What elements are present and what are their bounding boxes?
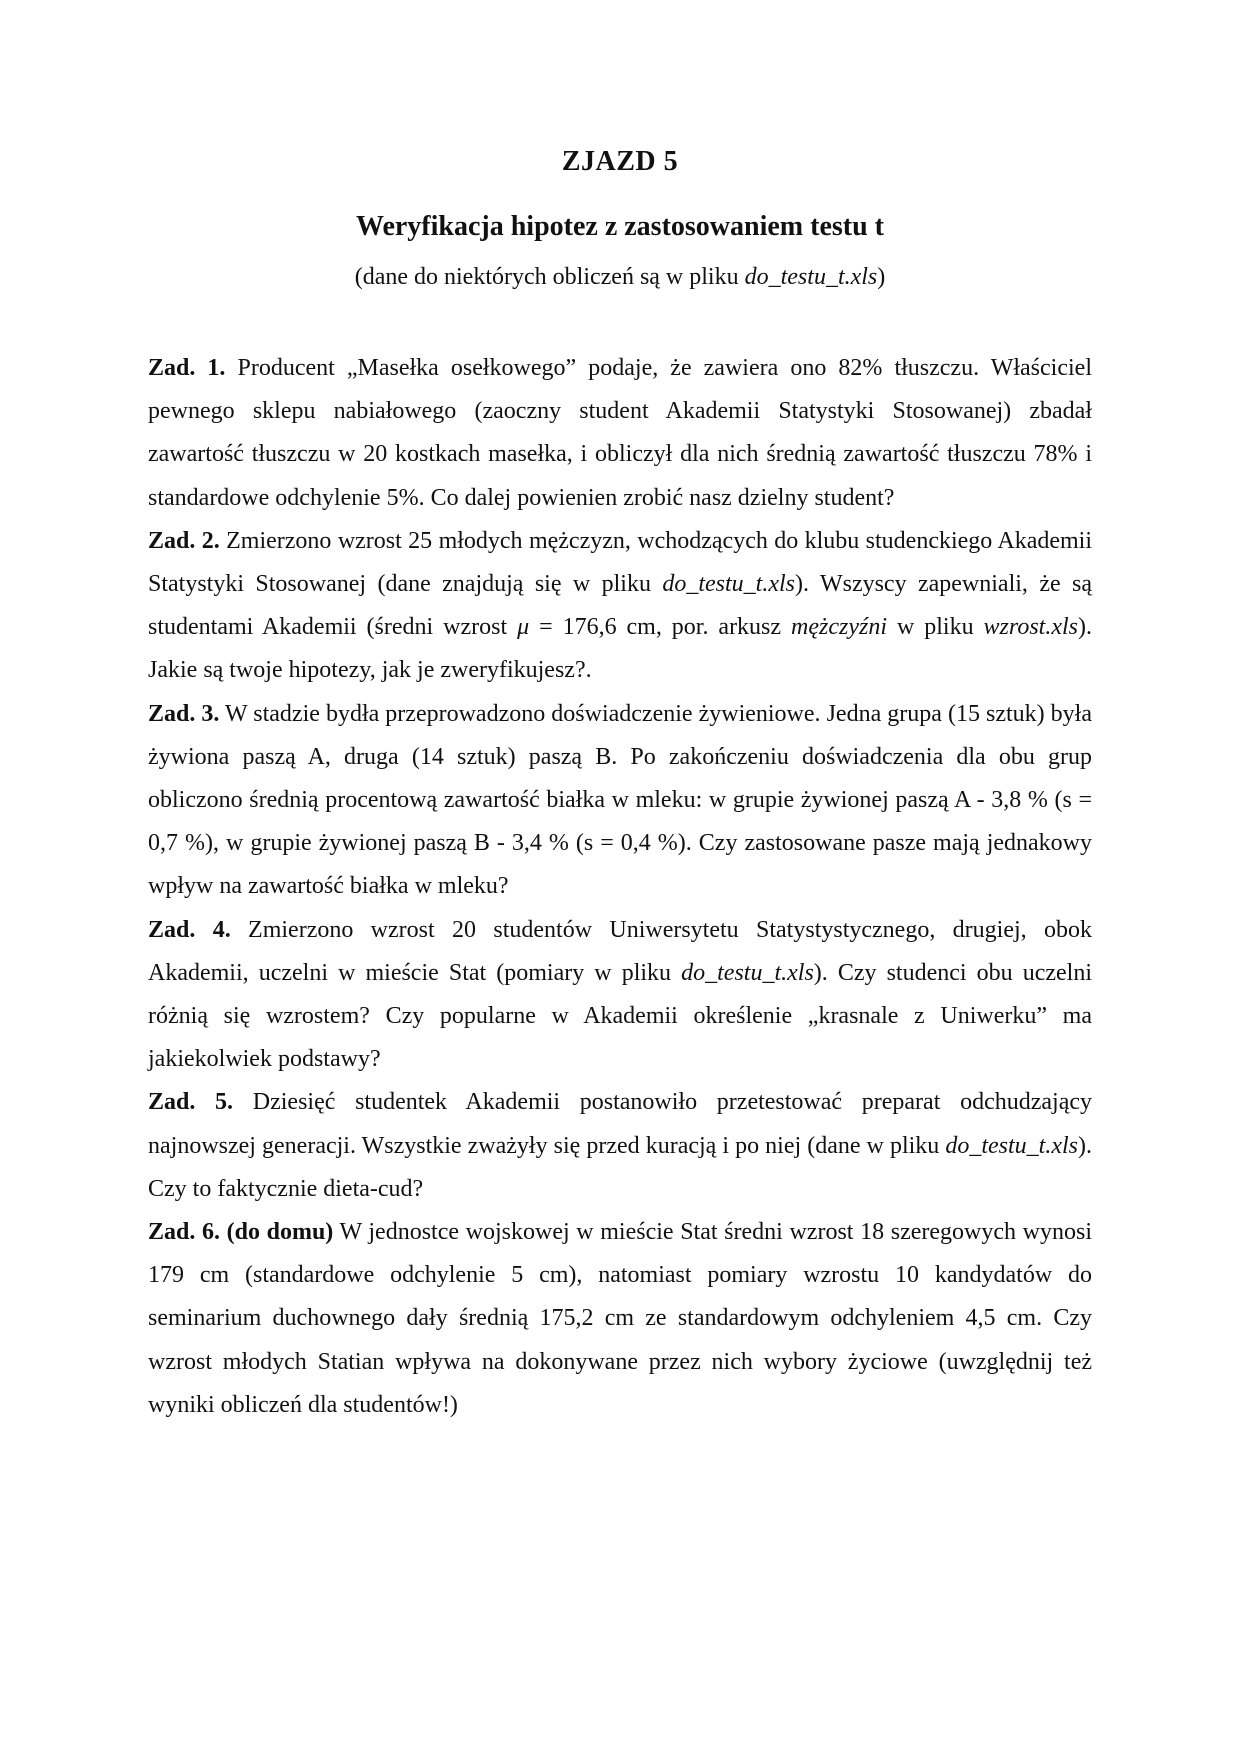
note-suffix: )	[877, 264, 886, 290]
task-text: W stadzie bydła przeprowadzono doświadczenie żywieniowe. Jedna grupa (15 sztuk) była żywiona paszą A, druga (14 sztuk) paszą B. Po zakończeniu doświadczenia dla obu grup obliczono średnią procentową zawartość białka w mleku: w grupie żywionej paszą A - 3,8 % (s = 0,7 %), w grupie żywionej paszą B - 3,4 % (s = 0,4 %). Czy zastosowane pasze mają jednakowy wpływ na zawartość białka w mleku?	[148, 700, 1092, 900]
file-name: do_testu_t.xls	[681, 959, 814, 986]
task-text: Zmierzono wzrost 20 studentów Uniwersytetu Statystystycznego, drugiej, obok Akademii, uczelni w mieście Stat (pomiary w pliku	[148, 916, 1092, 986]
sheet-name: mężczyźni	[791, 614, 887, 641]
note-prefix: (dane do niektórych obliczeń są w pliku	[354, 264, 745, 290]
page-subtitle: Weryfikacja hipotez z zastosowaniem testu t	[355, 211, 884, 242]
task-text: W jednostce wojskowej w mieście Stat średni wzrost 18 szeregowych wynosi 179 cm (standardowe odchylenie 5 cm), natomiast pomiary wzrostu 10 kandydatów do seminarium duchownego dały średnią 175,2 cm ze standardowym odchyleniem 4,5 cm. Czy wzrost młodych Statian wpływa na dokonywane przez nich wybory życiowe (uwzględnij też wyniki obliczeń dla studentów!)	[148, 1219, 1092, 1418]
task-text: Producent „Masełka osełkowego” podaje, że zawiera ono 82% tłuszczu. Właściciel pewnego sklepu nabiałowego (zaoczny student Akademii Statystyki Stosowanej) zbadał zawartość tłuszczu w 20 kostkach masełka, i obliczył dla nich średnią zawartość tłuszczu 78% i standardowe odchylenie 5%. Co dalej powienien zrobić nasz dzielny student?	[148, 355, 1092, 511]
task-text: ). Jakie są twoje hipotezy, jak je zweryfikujesz?.	[148, 614, 1092, 684]
task-label: Zad. 6.	[148, 1219, 220, 1246]
task-text: ). Wszyscy zapewniali, że są studentami Akademii (średni wzrost	[148, 571, 1093, 641]
task-3	[148, 693, 1092, 909]
task-label: Zad. 2.	[148, 527, 220, 554]
task-text: Zmierzono wzrost 25 młodych mężczyzn, wchodzących do klubu studenckiego Akademii Statystyki Stosowanej (dane znajdują się w pliku	[148, 527, 1093, 598]
task-list	[148, 347, 1092, 1427]
task-text: = 176,6 cm, por. arkusz	[529, 614, 792, 641]
task-label: Zad. 4.	[148, 916, 231, 943]
file-name: do_testu_t.xls	[945, 1132, 1078, 1159]
task-text: ). Czy studenci obu uczelni różnią się wzrostem? Czy popularne w Akademii określenie „krasnale z Uniwerku” ma jakiekolwiek podstawy?	[148, 959, 1092, 1073]
task-text: Dziesięć studentek Akademii postanowiło przetestować preparat odchudzający najnowszej generacji. Wszystkie zważyły się przed kuracją i po niej (dane w pliku	[148, 1089, 1092, 1159]
task-label: Zad. 1.	[148, 355, 226, 381]
task-5	[148, 1081, 1092, 1211]
data-file-note	[0, 259, 1240, 295]
task-text: ). Czy to faktycznie dieta-cud?	[148, 1132, 1092, 1202]
task-1	[148, 347, 1092, 520]
task-text: w pliku	[887, 614, 984, 641]
file-name: wzrost.xls	[983, 614, 1078, 641]
task-label: Zad. 3.	[148, 700, 220, 727]
page-title: ZJAZD 5	[561, 146, 679, 177]
task-6	[148, 1211, 1092, 1427]
mu-symbol: μ	[517, 614, 530, 641]
file-name: do_testu_t.xls	[662, 571, 795, 598]
task-2	[148, 520, 1092, 693]
note-file-name: do_testu_t.xls	[744, 264, 878, 290]
task-4	[148, 909, 1092, 1082]
task-label: Zad. 5.	[148, 1089, 234, 1116]
homework-note: (do domu)	[220, 1219, 334, 1246]
